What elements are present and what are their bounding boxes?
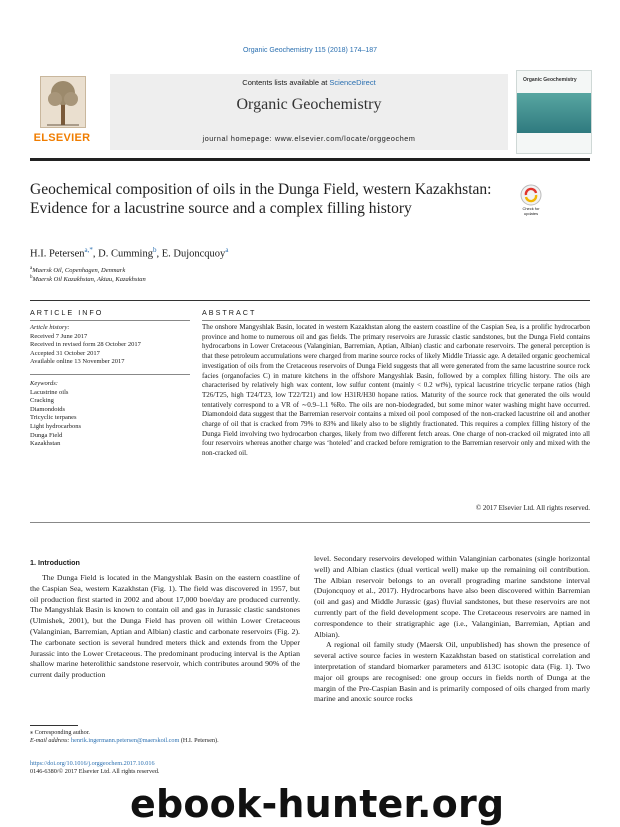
keyword: Cracking: [30, 397, 54, 405]
affiliation: [30, 275, 430, 283]
check-updates-icon: [520, 184, 542, 206]
page-footer: [30, 760, 300, 776]
history-item: Available online 13 November 2017: [30, 358, 125, 366]
check-for-updates-button[interactable]: [516, 184, 546, 216]
author-sup[interactable]: b: [152, 246, 157, 254]
history-item: Received in revised form 28 October 2017: [30, 341, 141, 349]
section-divider: [30, 300, 590, 301]
keyword: Tricyclic terpanes: [30, 414, 77, 422]
abstract-text: The onshore Mangyshlak Basin, located in western Kazakhstan along the eastern coastline of the Caspian Sea, is a prolific hydrocarbon province and home to numerous oil and gas fields. The primary reservoirs are Jurassic clastic sandstones, but the Dunga Field contains hydrocarbons in Lower Cretaceous (Valanginian, Barremian, Aptian, Albian) clastic and carbonate reservoirs. The general perception is that these petroleum accumulations were charged from marine source rocks of likely Middle Triassic age. A detailed organic geochemical investigation of oils from the Cretaceous reservoirs of Dunga Field suggests that all were generated from the same lacustrine source rock facies (organofacies C) in mature kitchens in the offshore Mangyshlak Basin, followed by a complex filling history. The oils are characterised by relatively high wax content, low sulfur content (mainly < 0.2 wt%), typical lacustrine tricyclic terpane ratios (high T26/T25, high T24/T23, low T22/T21) and low H31R/H30 hopane ratios. Maturity of the source rock that generated the oils would tentatively correspond to a VR of ∼0.9–1.1 %Ro. The oils are non-biodegraded, but some minor water washing might have occurred. Diamondoid data suggest that the Barremian reservoir contains a mixed oil pool composed of the non-cracked lacustrine oil and another charge of oil that is cracked from 79% to 83% and likely also to be slightly fractionated. This requires a complex filling history of the Dunga Field involving two hydrocarbon charges, likely from two different fetch areas. One charge of non-cracked oil migrated into all four reservoirs whereas another charge was ‘hoteled’ and cracked before remigration to the Barremian reservoir only and mixed with the non-cracked oil.: [202, 323, 590, 458]
doi-link[interactable]: https://doi.org/10.1016/j.orggeochem.2017.10.016: [30, 760, 155, 767]
author-separator: ,: [156, 248, 162, 260]
keywords-label: Keywords:: [30, 380, 58, 387]
keyword: Diamondoids: [30, 405, 66, 413]
journal-cover-thumbnail: [516, 70, 592, 154]
keywords: [30, 380, 190, 449]
email-label: E-mail address:: [30, 737, 72, 744]
history-label: Article history:: [30, 324, 70, 331]
author-sup[interactable]: a: [225, 246, 229, 254]
sciencedirect-link[interactable]: ScienceDirect: [329, 78, 376, 87]
article-info-rule: [30, 320, 190, 321]
article-info-heading: ARTICLE INFO: [30, 308, 104, 317]
journal-citation[interactable]: Organic Geochemistry 115 (2018) 174–187: [242, 47, 378, 54]
check-updates-label: Check for updates: [522, 206, 540, 216]
history-item: Received 7 June 2017: [30, 332, 88, 340]
affiliation-text: Maersk Oil, Copenhagen, Denmark: [32, 267, 126, 275]
keyword: Dunga Field: [30, 431, 63, 439]
intro-left-column: [30, 573, 300, 681]
affiliation-text: Maersk Oil Kazakhstan, Aktau, Kazakhstan: [32, 276, 146, 284]
paper-title: Geochemical composition of oils in the Dunga Field, western Kazakhstan: Evidence for a lacustrine source and a complex filling history: [30, 181, 492, 217]
email-suffix: (H.I. Petersen).: [179, 737, 219, 744]
keyword: Light hydrocarbons: [30, 422, 82, 430]
cover-image: [517, 93, 591, 133]
keyword: Kazakhstan: [30, 440, 61, 448]
abstract-heading: ABSTRACT: [202, 308, 257, 317]
journal-homepage[interactable]: journal homepage: www.elsevier.com/locate/orggeochem: [202, 134, 416, 143]
history-item: Accepted 31 October 2017: [30, 349, 100, 357]
cover-title: Organic Geochemistry: [523, 77, 577, 83]
elsevier-wordmark: ELSEVIER: [33, 132, 91, 144]
intro-right-column: [314, 554, 590, 705]
journal-title: Organic Geochemistry: [236, 96, 382, 113]
contents-line: [110, 78, 508, 87]
header-divider: [30, 158, 590, 161]
intro-paragraph: A regional oil family study (Maersk Oil, unpublished) has shown the presence of several active source facies in western Kazakhstan based on statistical correlation and interpretation of standard biomarker parameters and δ13C isotopic data (Fig. 1). Two major oil groups are recognised: one group occurs in fields north of Dunga at the margin of the Pre-Caspian Basin and is primarily composed of oils charged from marly marine and anoxic source rocks: [314, 640, 590, 704]
intro-paragraph: level. Secondary reservoirs developed within Valanginian carbonates (single horizontal well) and Albian clastics (dual vertical well) make up the remaining oil contribution. The Albian reservoir belongs to an overall prograding marine sandstone interval (Dujoncquoy et al., 2017). Hydrocarbons have also been discovered within Barremian (oil and gas) and Middle Jurassic (gas) fluvial sandstones, but these reservoirs are not currently part of the field development scope. The Cretaceous reservoirs are named in correspondence to their stratigraphic age (i.e., Valanginian, Barremian, Aptian and Albian).: [314, 554, 590, 639]
footnote: [30, 729, 300, 745]
elsevier-logo: [30, 74, 94, 148]
author-separator: ,: [92, 248, 99, 260]
footnote-rule: [30, 725, 78, 726]
author-sup[interactable]: a,*: [84, 246, 93, 254]
author-name[interactable]: E. Dujoncquoy: [161, 248, 226, 260]
affiliation-sup: a: [30, 266, 33, 271]
affiliation: [30, 266, 430, 274]
issn-copyright: 0146-6380/© 2017 Elsevier Ltd. All rights reserved.: [30, 768, 160, 775]
author-name[interactable]: H.I. Petersen: [30, 248, 85, 260]
elsevier-tree-icon: [40, 76, 86, 128]
article-history: [30, 324, 190, 367]
corresponding-author-note: ⁎ Corresponding author.: [30, 729, 90, 736]
abstract-end-rule: [30, 522, 590, 523]
journal-header-box: [110, 74, 508, 150]
keyword: Lacustrine oils: [30, 388, 69, 396]
introduction-heading: 1. Introduction: [30, 558, 80, 567]
author-email-link[interactable]: henrik.ingermann.petersen@maerskoil.com: [71, 737, 180, 744]
contents-prefix: Contents lists available at: [242, 78, 330, 87]
abstract-copyright: © 2017 Elsevier Ltd. All rights reserved.: [475, 504, 590, 512]
affiliation-sup: b: [30, 275, 33, 280]
journal-masthead: [30, 66, 590, 156]
author-name[interactable]: D. Cumming: [98, 248, 153, 260]
intro-paragraph: The Dunga Field is located in the Mangyshlak Basin on the eastern coastline of the Caspian Sea, western Kazakhstan (Fig. 1). The field was discovered in 1957, but oil production first started in 2002 and about 17,000 boe/day are produced currently. The Mangyshlak Basin is known to contain oil and gas in Jurassic clastic sandstones (Ulmishek, 2001), but the Dunga Field has proven oil within Lower Cretaceous (Valanginian, Barremian, Aptian and Albian) clastic and carbonate reservoirs (Fig. 2). The carbonate section is several hundred meters thick and extends from the Upper Jurassic into the Lower Cretaceous. The predominant producing interval is the Aptian shallow marine heterolithic sandstone reservoir, which contributes around 90% of the current daily production: [30, 573, 300, 680]
article-info-rule: [30, 374, 190, 375]
watermark: ebook-hunter.org: [130, 782, 505, 826]
author-list: [30, 246, 430, 260]
abstract-rule: [202, 320, 590, 321]
